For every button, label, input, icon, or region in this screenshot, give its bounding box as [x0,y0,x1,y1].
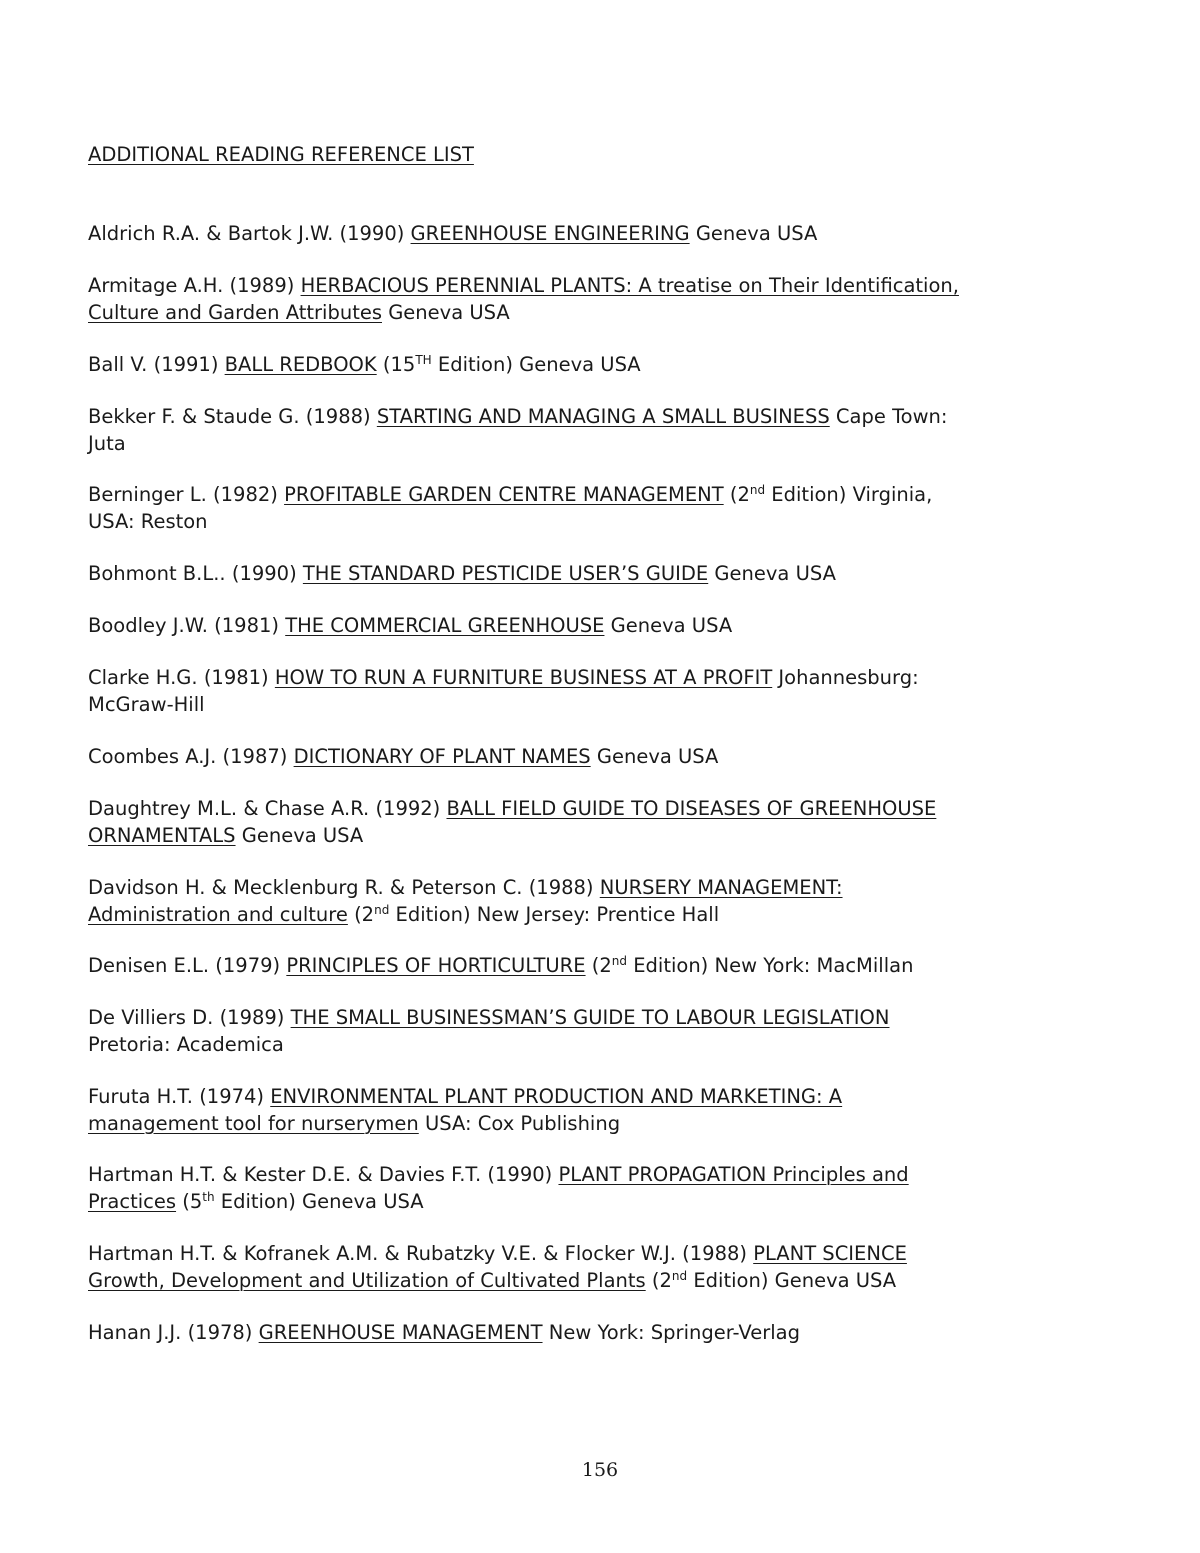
reference-publisher: USA: Cox Publishing [418,1111,621,1135]
reference-entry [88,665,1098,718]
reference-entry [88,1084,1098,1137]
reference-entry [88,744,1098,771]
reference-authors: Furuta H.T. (1974) [88,1085,271,1108]
reference-entry [88,875,1098,928]
reference-entry [88,1241,1098,1294]
page-number: 156 [581,1459,619,1481]
reference-publisher: Edition) Virginia, [765,483,933,506]
reference-title-continued: Administration and culture [88,902,348,926]
reference-entry [88,221,1098,248]
reference-publisher: Geneva USA [708,562,836,585]
reference-title: THE SMALL BUSINESSMAN’S GUIDE TO LABOUR LEGISLATION [290,1006,890,1029]
reference-entry [88,1005,1098,1058]
reference-publisher: Geneva USA [382,300,510,324]
reference-authors: Denisen E.L. (1979) [88,954,287,977]
reference-authors: Bohmont B.L.. (1990) [88,562,303,585]
reference-title-continued: management tool for nurserymen [88,1111,419,1135]
reference-publisher: Cape Town: [829,405,948,428]
edition-superscript: nd [749,483,766,497]
reference-authors: Coombes A.J. (1987) [88,745,294,768]
reference-publisher: Geneva USA [689,222,818,245]
reference-publisher: Edition) Geneva USA [687,1268,897,1292]
edition-superscript: th [202,1189,215,1204]
reference-authors: Berninger L. (1982) [88,483,285,506]
reference-entry [88,613,1098,640]
edition-superscript: nd [611,954,628,968]
reference-authors: Hartman H.T. & Kofranek A.M. & Rubatzky V.E. & Flocker W.J. (1988) [88,1242,754,1265]
reference-authors: De Villiers D. (1989) [88,1006,291,1029]
reference-publisher: Edition) New York: MacMillan [627,954,914,977]
reference-publisher-continued: McGraw-Hill [88,692,205,716]
reference-title-continued: Practices [88,1189,177,1213]
reference-publisher: Edition) Geneva USA [214,1189,424,1213]
reference-authors: Davidson H. & Mecklenburg R. & Peterson C. (1988) [88,876,600,899]
reference-entry [88,404,1098,457]
reference-title: GREENHOUSE MANAGEMENT [258,1321,543,1344]
reference-authors: Clarke H.G. (1981) [88,666,275,689]
reference-entry [88,352,1098,379]
reference-entry [88,1162,1098,1215]
reference-publisher-continued: Pretoria: Academica [88,1032,284,1056]
reference-title: HOW TO RUN A FURNITURE BUSINESS AT A PROFIT [274,666,773,689]
reference-entry [88,796,1098,849]
reference-title: PLANT PROPAGATION Principles and [558,1163,909,1186]
reference-edition: (2 [645,1268,672,1292]
reference-edition: (2 [347,902,375,926]
reference-title: PRINCIPLES OF HORTICULTURE [286,954,586,977]
reference-authors: Boodley J.W. (1981) [88,614,286,637]
reference-entry [88,273,1098,326]
reference-edition: (15 [376,353,416,376]
reference-entry [88,561,1098,588]
reference-title: PROFITABLE GARDEN CENTRE MANAGEMENT [284,483,724,506]
reference-publisher: Geneva USA [590,745,719,768]
reference-authors: Daughtrey M.L. & Chase A.R. (1992) [88,797,447,820]
reference-title: HERBACIOUS PERENNIAL PLANTS: A treatise on Their Identification, [300,274,959,297]
reference-authors: Armitage A.H. (1989) [88,274,301,297]
reference-list-heading: ADDITIONAL READING REFERENCE LIST [88,143,474,166]
reference-title-continued: Growth, Development and Utilization of Cultivated Plants [88,1268,646,1292]
reference-publisher: New York: Springer-Verlag [542,1321,800,1344]
reference-entry [88,482,1098,535]
reference-publisher-continued: Juta [88,431,126,455]
reference-title-continued: ORNAMENTALS [88,823,236,847]
reference-authors: Hanan J.J. (1978) [88,1321,259,1344]
reference-title: BALL REDBOOK [224,353,377,376]
edition-superscript: nd [671,1268,688,1283]
reference-edition: (5 [176,1189,203,1213]
reference-publisher: Geneva USA [604,614,733,637]
edition-superscript: nd [374,902,390,917]
reference-title: DICTIONARY OF PLANT NAMES [293,745,591,768]
reference-title: PLANT SCIENCE [753,1242,907,1265]
edition-superscript: TH [415,353,432,367]
reference-authors: Hartman H.T. & Kester D.E. & Davies F.T. (1990) [88,1163,559,1186]
reference-title: NURSERY MANAGEMENT: [599,876,843,899]
reference-publisher: Edition) New Jersey: Prentice Hall [389,902,720,926]
reference-title: BALL FIELD GUIDE TO DISEASES OF GREENHOUSE [446,797,937,820]
reference-authors: Aldrich R.A. & Bartok J.W. (1990) [88,222,411,245]
reference-publisher-continued: USA: Reston [88,509,208,533]
reference-entry [88,1320,1098,1347]
reference-title: STARTING AND MANAGING A SMALL BUSINESS [376,405,830,428]
reference-title: ENVIRONMENTAL PLANT PRODUCTION AND MARKETING: A [270,1085,843,1108]
reference-publisher: Johannesburg: [772,666,919,689]
reference-authors: Ball V. (1991) [88,353,225,376]
reference-title: THE COMMERCIAL GREENHOUSE [285,614,605,637]
reference-publisher: Edition) Geneva USA [431,353,641,376]
reference-edition: (2 [723,483,750,506]
reference-authors: Bekker F. & Staude G. (1988) [88,405,377,428]
reference-entry [88,953,1098,980]
reference-title-continued: Culture and Garden Attributes [88,300,382,324]
reference-title: THE STANDARD PESTICIDE USER’S GUIDE [302,562,709,585]
reference-title: GREENHOUSE ENGINEERING [410,222,690,245]
reference-edition: (2 [585,954,612,977]
reference-publisher: Geneva USA [235,823,364,847]
